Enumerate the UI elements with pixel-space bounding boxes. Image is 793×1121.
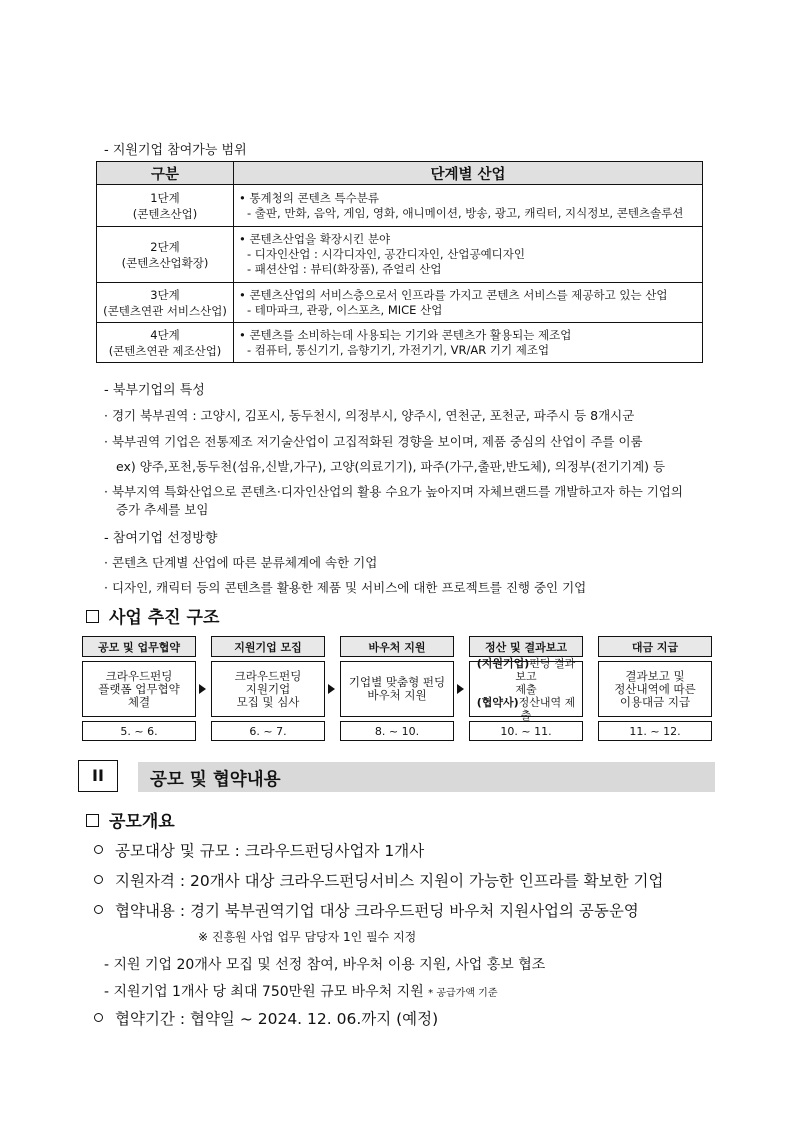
table-header-industry: 단계별 산업 xyxy=(234,162,703,185)
north-item: · 북부지역 특화산업으로 콘텐츠·디자인산업의 활용 수요가 높아지며 자체브랜드를 개발하고자 하는 기업의 xyxy=(104,484,683,499)
flow-step-date: 6. ~ 7. xyxy=(211,721,325,741)
stage-cell: 3단계 (콘텐츠연관 서비스산업) xyxy=(97,283,234,323)
flow-step-date: 10. ~ 11. xyxy=(469,721,583,741)
industry-cell: • 콘텐츠산업을 확장시킨 분야 - 디자인산업 : 시각디자인, 공간디자인, 산업공예디자인 - 패션산업 : 뷰티(화장품), 쥬얼리 산업 xyxy=(234,227,703,283)
arrow-right-icon xyxy=(199,684,206,694)
industry-cell: • 콘텐츠를 소비하는데 사용되는 기기와 콘텐츠가 활용되는 제조업 - 컴퓨터, 통신기기, 음향기기, 가전기기, VR/AR 기기 제조업 xyxy=(234,323,703,363)
table-row xyxy=(97,323,703,363)
table-header-stage: 구분 xyxy=(97,162,234,185)
overview-contract: 협약내용 : 경기 북부권역기업 대상 크라우드펀딩 바우처 지원사업의 공동운영 xyxy=(94,899,639,921)
flow-step xyxy=(82,636,196,741)
circle-bullet-icon xyxy=(94,875,103,884)
overview-target: 공모대상 및 규모 : 크라우드펀딩사업자 1개사 xyxy=(94,839,424,861)
chapter-number: II xyxy=(78,760,118,792)
structure-heading: 사업 추진 구조 xyxy=(86,603,219,628)
square-bullet-icon xyxy=(86,814,99,827)
flow-step-date: 5. ~ 6. xyxy=(82,721,196,741)
north-item: · 경기 북부권역 : 고양시, 김포시, 동두천시, 의정부시, 양주시, 연천군, 포천군, 파주시 등 8개시군 xyxy=(104,408,635,423)
flow-step-title: 대금 지급 xyxy=(598,636,712,657)
north-item: 증가 추세를 보임 xyxy=(116,502,209,517)
overview-period: 협약기간 : 협약일 ~ 2024. 12. 06.까지 (예정) xyxy=(94,1007,438,1029)
flow-step-date: 8. ~ 10. xyxy=(340,721,454,741)
arrow-right-icon xyxy=(457,684,464,694)
circle-bullet-icon xyxy=(94,845,103,854)
flow-step xyxy=(598,636,712,741)
industry-cell: • 통계청의 콘텐츠 특수분류 - 출판, 만화, 음악, 게임, 영화, 애니메이션, 방송, 광고, 캐릭터, 지식정보, 콘텐츠솔루션 xyxy=(234,185,703,227)
flow-step-title: 지원기업 모집 xyxy=(211,636,325,657)
square-bullet-icon xyxy=(86,610,99,623)
participation-heading: - 지원기업 참여가능 범위 xyxy=(104,143,247,158)
selection-item: · 디자인, 캐릭터 등의 콘텐츠를 활용한 제품 및 서비스에 대한 프로젝트를 진행 중인 기업 xyxy=(104,580,587,595)
overview-qualification: 지원자격 : 20개사 대상 크라우드펀딩서비스 지원이 가능한 인프라를 확보한 기업 xyxy=(94,869,663,891)
industry-stage-table xyxy=(96,161,703,363)
stage-cell: 4단계 (콘텐츠연관 제조산업) xyxy=(97,323,234,363)
stage-cell: 1단계 (콘텐츠산업) xyxy=(97,185,234,227)
arrow-right-icon xyxy=(328,684,335,694)
north-item: · 북부권역 기업은 전통제조 저기술산업이 고집적화된 경향을 보이며, 제품 중심의 산업이 주를 이룸 xyxy=(104,434,643,449)
overview-note: ※ 진흥원 사업 업무 담당자 1인 필수 지정 xyxy=(198,930,417,944)
flow-step-body: 결과보고 및 정산내역에 따른 이용대금 지급 xyxy=(598,661,712,717)
flow-step xyxy=(211,636,325,741)
flow-step-body: 기업별 맞춤형 펀딩 바우처 지원 xyxy=(340,661,454,717)
table-row xyxy=(97,185,703,227)
chapter-title: 공모 및 협약내용 xyxy=(150,770,281,790)
table-row xyxy=(97,227,703,283)
flow-step-date: 11. ~ 12. xyxy=(598,721,712,741)
flow-step xyxy=(469,636,583,741)
north-heading: - 북부기업의 특성 xyxy=(104,383,205,398)
flow-step-title: 정산 및 결과보고 xyxy=(469,636,583,657)
north-item: ex) 양주,포천,동두천(섬유,신발,가구), 고양(의료기기), 파주(가구,출판,반도체), 의정부(전기기계) 등 xyxy=(116,459,666,474)
flow-step-body: 크라우드펀딩 플랫폼 업무협약 체결 xyxy=(82,661,196,717)
selection-heading: - 참여기업 선정방향 xyxy=(104,531,218,546)
flow-step-title: 공모 및 업무협약 xyxy=(82,636,196,657)
selection-item: · 콘텐츠 단계별 산업에 따른 분류체계에 속한 기업 xyxy=(104,555,378,570)
flow-step xyxy=(340,636,454,741)
stage-cell: 2단계 (콘텐츠산업확장) xyxy=(97,227,234,283)
flow-step-body: (지원기업)펀딩 결과보고 제출 (협약사)정산내역 제출 xyxy=(469,661,583,717)
industry-cell: • 콘텐츠산업의 서비스층으로서 인프라를 가지고 콘텐츠 서비스를 제공하고 있는 산업 - 테마파크, 관광, 이스포츠, MICE 산업 xyxy=(234,283,703,323)
table-row xyxy=(97,283,703,323)
circle-bullet-icon xyxy=(94,1013,103,1022)
circle-bullet-icon xyxy=(94,905,103,914)
overview-sub-item: - 지원 기업 20개사 모집 및 선정 참여, 바우처 이용 지원, 사업 홍보 협조 xyxy=(104,957,546,973)
flow-step-body: 크라우드펀딩 지원기업 모집 및 심사 xyxy=(211,661,325,717)
flow-step-title: 바우처 지원 xyxy=(340,636,454,657)
overview-heading: 공모개요 xyxy=(86,807,175,832)
overview-sub-item: - 지원기업 1개사 당 최대 750만원 규모 바우처 지원 * 공급가액 기준 xyxy=(104,984,498,1000)
